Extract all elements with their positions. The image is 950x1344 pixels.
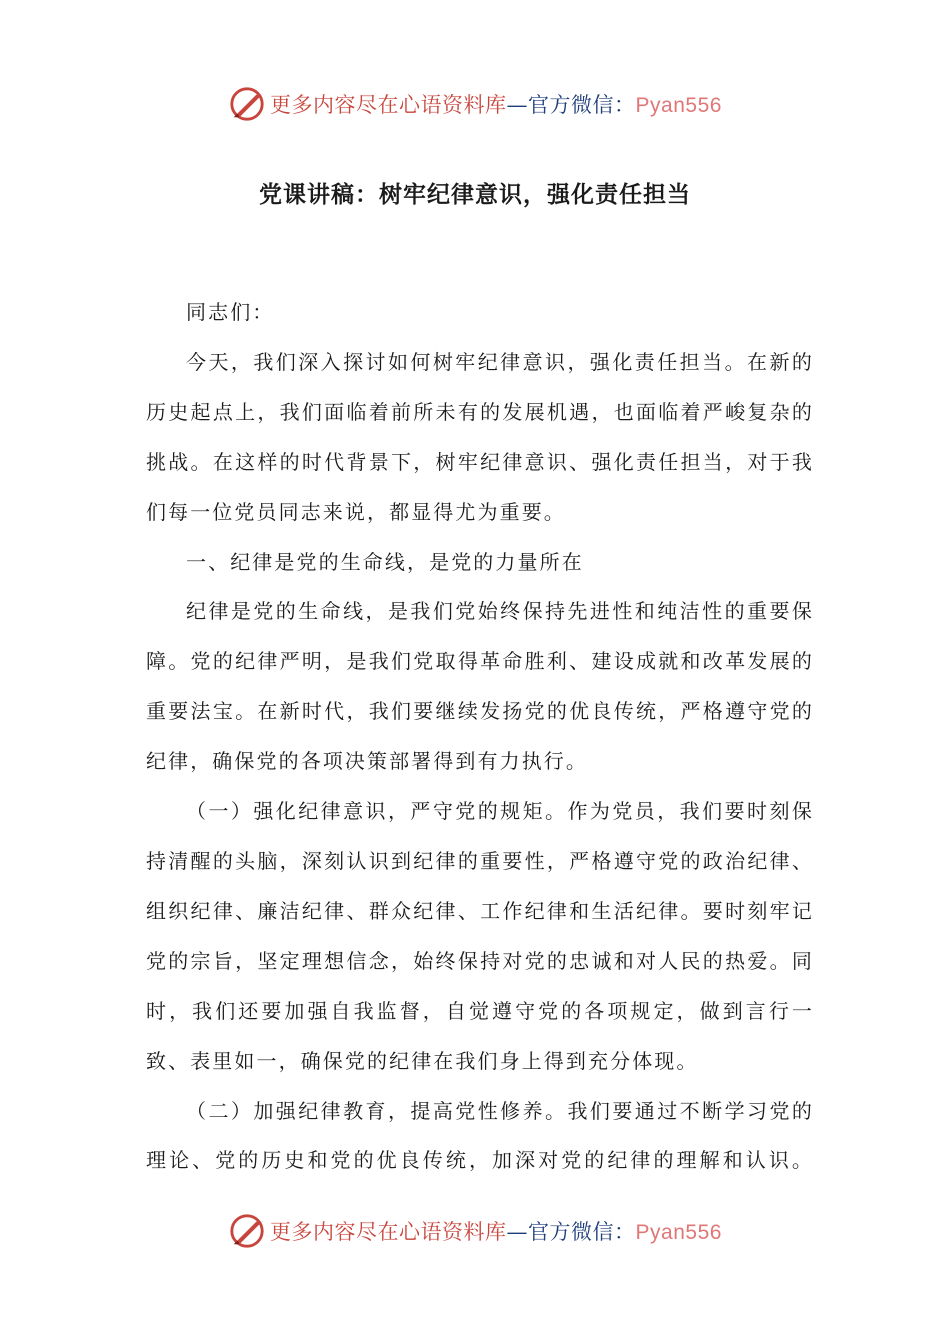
document-title: 党课讲稿：树牢纪律意识，强化责任担当	[259, 182, 691, 208]
footer-watermark	[0, 1211, 950, 1251]
paragraph-subsection-1: （一）强化纪律意识，严守党的规矩。作为党员，我们要时刻保持清醒的头脑，深刻认识到纪律的重要性，严格遵守党的政治纪律、组织纪律、廉洁纪律、群众纪律、工作纪律和生活纪律。要时刻牢记党的宗旨，坚定理想信念，始终保持对党的忠诚和对人民的热爱。同时，我们还要加强自我监督，自觉遵守党的各项规定，做到言行一致、表里如一，确保党的纪律在我们身上得到充分体现。	[146, 799, 814, 1073]
paragraph-subsection-2: （二）加强纪律教育，提高党性修养。我们要通过不断学习党的理论、党的历史和党的优良传统，加深对党的纪律的理解和认识。	[146, 1098, 814, 1173]
document-body	[146, 288, 814, 1186]
pen-logo-icon	[228, 1212, 266, 1250]
salutation: 同志们：	[186, 300, 275, 324]
paragraph-section-1: 纪律是党的生命线，是我们党始终保持先进性和纯洁性的重要保障。党的纪律严明，是我们党取得革命胜利、建设成就和改革发展的重要法宝。在新时代，我们要继续发扬党的优良传统，严格遵守党的纪律，确保党的各项决策部署得到有力执行。	[146, 599, 814, 774]
watermark-text: 更多内容尽在心语资料库—官方微信：Pyan556	[270, 1220, 722, 1244]
section-heading-1: 一、纪律是党的生命线，是党的力量所在	[186, 549, 584, 574]
paragraph-intro: 今天，我们深入探讨如何树牢纪律意识，强化责任担当。在新的历史起点上，我们面临着前所未有的发展机遇，也面临着严峻复杂的挑战。在这样的时代背景下，树牢纪律意识、强化责任担当，对于我们每一位党员同志来说，都显得尤为重要。	[146, 349, 814, 524]
pen-logo-icon	[228, 85, 266, 123]
header-watermark	[0, 84, 950, 124]
watermark-text: 更多内容尽在心语资料库—官方微信：Pyan556	[270, 93, 722, 117]
